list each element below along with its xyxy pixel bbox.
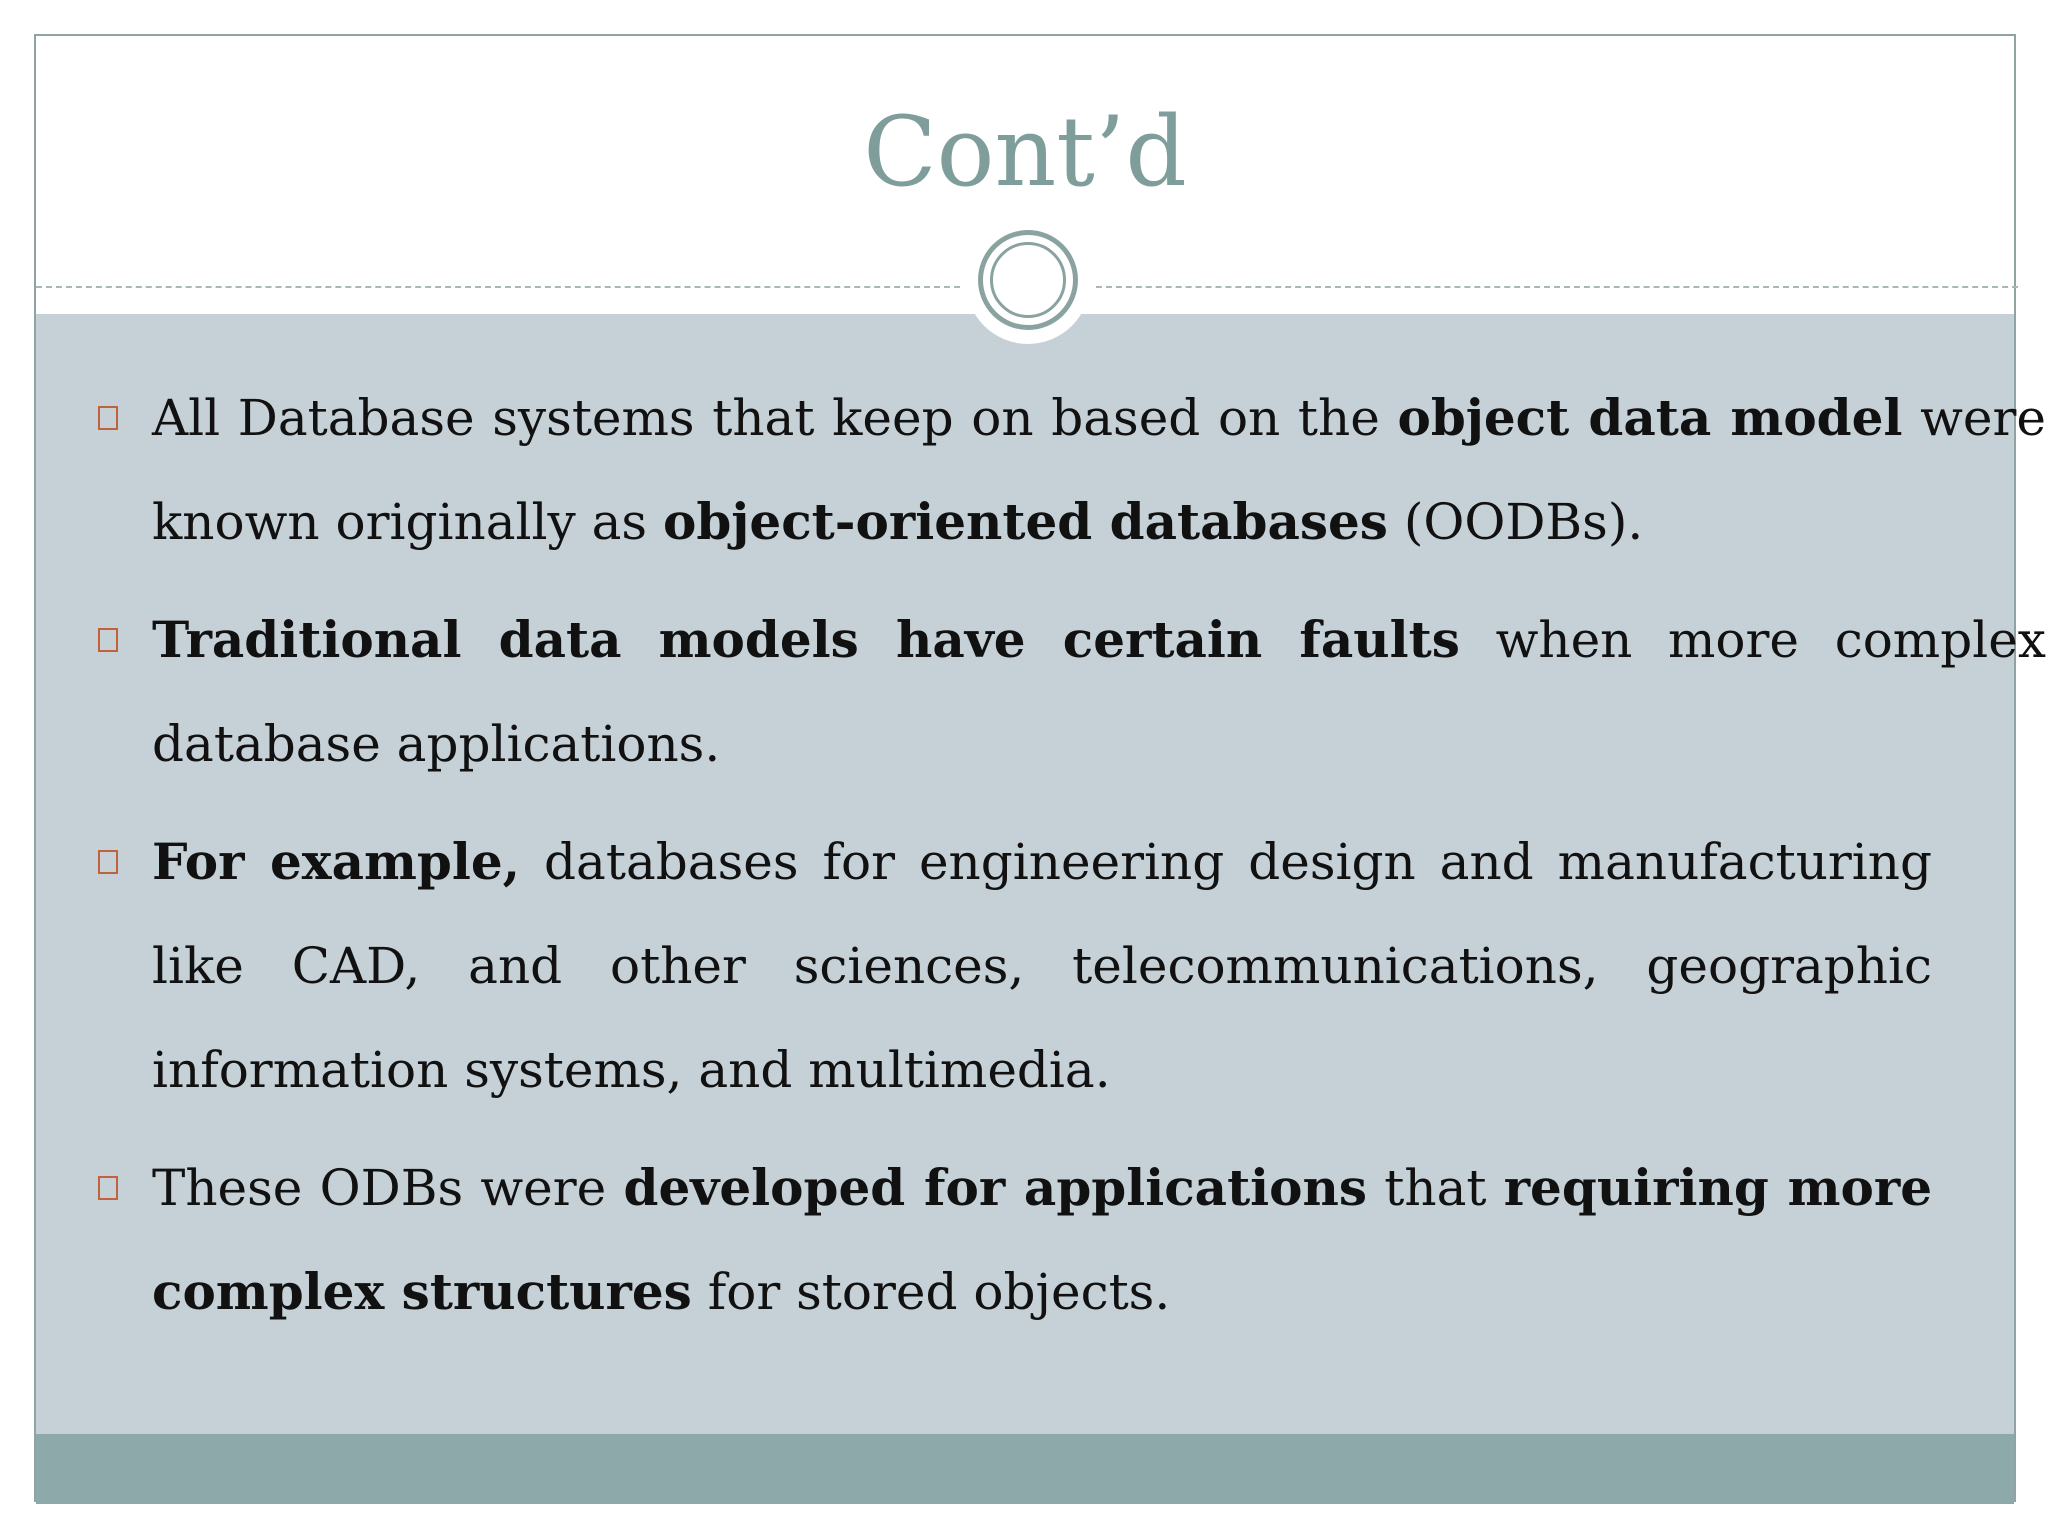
bullet-item-1: [116, 366, 2046, 574]
bullet-2-text: Traditional data models have certain faults when more complex database applications.: [152, 610, 2046, 773]
title-divider-left: [36, 286, 960, 288]
bullet-list: [116, 366, 2046, 1358]
bullet-item-3: [116, 810, 1932, 1122]
bullet-item-2: [116, 588, 2046, 796]
hollow-square-icon: [98, 1176, 118, 1200]
bullet-item-4: [116, 1136, 1932, 1344]
slide: [34, 34, 2046, 1502]
slide-title: Cont’d: [863, 96, 1187, 208]
title-divider-right: [1096, 286, 2018, 288]
bullet-3-text: For example, databases for engineering design and manufacturing like CAD, and other sciences, telecommunications, geographic information systems, and multimedia.: [152, 832, 1933, 1099]
bullet-4-text: These ODBs were developed for applications that requiring more complex structures for stored objects.: [152, 1158, 1932, 1321]
footer-band: [36, 1434, 2014, 1504]
hollow-square-icon: [98, 628, 118, 652]
bullet-1-text: All Database systems that keep on based on the object data model were known originally as object-oriented databases (OODBs).: [152, 388, 2046, 551]
inner-ring-icon: [990, 242, 1066, 318]
hollow-square-icon: [98, 850, 118, 874]
hollow-square-icon: [98, 406, 118, 430]
